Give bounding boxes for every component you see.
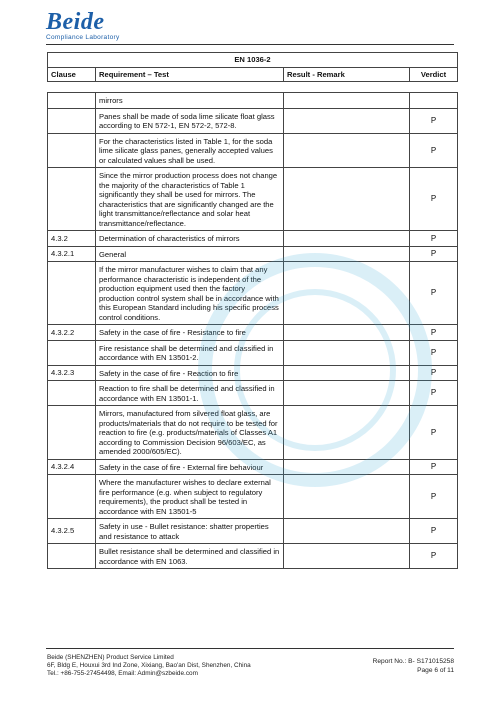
row-result xyxy=(284,325,410,341)
row-result xyxy=(284,365,410,381)
table-row xyxy=(48,406,458,460)
table-row xyxy=(48,262,458,325)
row-result xyxy=(284,381,410,406)
table-row xyxy=(48,519,458,544)
row-requirement: For the characteristics listed in Table 1, for the soda lime silicate glass panes, generally accepted values or calculated values shall be used. xyxy=(96,133,284,168)
footer-company: Beide (SHENZHEN) Product Service Limited xyxy=(47,654,174,661)
row-verdict: P xyxy=(410,108,458,133)
row-clause xyxy=(48,133,96,168)
row-verdict: P xyxy=(410,231,458,247)
row-result xyxy=(284,544,410,569)
col-verdict-header: Verdict xyxy=(410,68,458,82)
row-result xyxy=(284,340,410,365)
row-verdict: P xyxy=(410,168,458,231)
row-clause xyxy=(48,340,96,365)
logo-subtitle: Compliance Laboratory xyxy=(46,34,120,41)
row-requirement: General xyxy=(96,246,284,262)
standard-title: EN 1036-2 xyxy=(48,53,458,68)
row-clause: 4.3.2.2 xyxy=(48,325,96,341)
row-result xyxy=(284,168,410,231)
row-clause xyxy=(48,93,96,109)
row-clause: 4.3.2.1 xyxy=(48,246,96,262)
row-requirement: Since the mirror production process does not change the majority of the characteristics of Table 1 significantly they shall be used for mirrors. The characteristics that are significantly changed are the light transmittance/reflectance and solar heat transmittance/reflectance. xyxy=(96,168,284,231)
table-row xyxy=(48,325,458,341)
row-requirement: Safety in the case of fire - Reaction to fire xyxy=(96,365,284,381)
page-number: Page 6 of 11 xyxy=(417,667,454,674)
logo-wordmark: Beide xyxy=(46,9,105,35)
table-row xyxy=(48,365,458,381)
footer-company-info xyxy=(47,654,251,678)
row-result xyxy=(284,133,410,168)
row-verdict: P xyxy=(410,459,458,475)
table-row xyxy=(48,168,458,231)
table-row xyxy=(48,459,458,475)
row-requirement: Safety in use - Bullet resistance: shatter properties and resistance to attack xyxy=(96,519,284,544)
row-requirement: Fire resistance shall be determined and classified in accordance with EN 13501-2. xyxy=(96,340,284,365)
col-result-header: Result - Remark xyxy=(284,68,410,82)
row-verdict: P xyxy=(410,519,458,544)
row-result xyxy=(284,406,410,460)
row-verdict: P xyxy=(410,262,458,325)
row-requirement: Safety in the case of fire - Resistance to fire xyxy=(96,325,284,341)
row-requirement: Panes shall be made of soda lime silicate float glass according to EN 572-1, EN 572-2, 572-8. xyxy=(96,108,284,133)
footer-report-info xyxy=(373,657,454,675)
row-result xyxy=(284,231,410,247)
table-row xyxy=(48,93,458,109)
table-row xyxy=(48,246,458,262)
row-verdict: P xyxy=(410,475,458,519)
row-result xyxy=(284,459,410,475)
table-row xyxy=(48,381,458,406)
row-requirement: Determination of characteristics of mirrors xyxy=(96,231,284,247)
footer-rule xyxy=(46,648,454,649)
row-clause: 4.3.2.5 xyxy=(48,519,96,544)
row-requirement: Safety in the case of fire - External fire behaviour xyxy=(96,459,284,475)
row-verdict: P xyxy=(410,381,458,406)
footer-address: 6F, Bldg E, Houxui 3rd Ind Zone, Xixiang, Bao'an Dist, Shenzhen, China xyxy=(47,662,251,669)
company-logo xyxy=(46,10,120,41)
row-result xyxy=(284,108,410,133)
row-requirement: Mirrors, manufactured from silvered float glass, are products/materials that do not require to be tested for reaction to fire (e.g. products/materials of Classes A1 according to Commission Decision 96/603/EC, as amended 2000/605/EC). xyxy=(96,406,284,460)
col-clause-header: Clause xyxy=(48,68,96,82)
col-requirement-header: Requirement – Test xyxy=(96,68,284,82)
row-clause xyxy=(48,406,96,460)
row-requirement: Where the manufacturer wishes to declare external fire performance (e.g. when subject to regulatory requirements), the product shall be tested in accordance with EN 13501-5 xyxy=(96,475,284,519)
row-clause xyxy=(48,108,96,133)
row-requirement: If the mirror manufacturer wishes to claim that any performance characteristic is independent of the production equipment used then the factory production control system shall be in accordance with this European Standard including his specific process control conditions. xyxy=(96,262,284,325)
row-verdict: P xyxy=(410,365,458,381)
table-row xyxy=(48,475,458,519)
row-result xyxy=(284,246,410,262)
row-clause xyxy=(48,262,96,325)
table-row xyxy=(48,133,458,168)
row-clause: 4.3.2 xyxy=(48,231,96,247)
row-verdict: P xyxy=(410,340,458,365)
row-verdict: P xyxy=(410,246,458,262)
row-requirement: Reaction to fire shall be determined and classified in accordance with EN 13501-1. xyxy=(96,381,284,406)
row-result xyxy=(284,93,410,109)
standard-header-table xyxy=(47,52,458,82)
row-verdict xyxy=(410,93,458,109)
table-row xyxy=(48,231,458,247)
header-rule xyxy=(46,44,454,45)
row-verdict: P xyxy=(410,325,458,341)
row-clause xyxy=(48,381,96,406)
row-clause xyxy=(48,475,96,519)
row-result xyxy=(284,519,410,544)
row-clause xyxy=(48,544,96,569)
row-result xyxy=(284,262,410,325)
row-clause xyxy=(48,168,96,231)
footer-contact: Tel.: +86-755-27454498, Email: Admin@szbeide.com xyxy=(47,670,198,677)
table-row xyxy=(48,340,458,365)
table-row xyxy=(48,544,458,569)
report-number: Report No.: B- S171015258 xyxy=(372,658,454,665)
row-verdict: P xyxy=(410,133,458,168)
row-result xyxy=(284,475,410,519)
requirements-table xyxy=(47,92,458,569)
row-verdict: P xyxy=(410,406,458,460)
table-row xyxy=(48,108,458,133)
row-verdict: P xyxy=(410,544,458,569)
row-clause: 4.3.2.4 xyxy=(48,459,96,475)
row-clause: 4.3.2.3 xyxy=(48,365,96,381)
row-requirement: Bullet resistance shall be determined and classified in accordance with EN 1063. xyxy=(96,544,284,569)
row-requirement: mirrors xyxy=(96,93,284,109)
